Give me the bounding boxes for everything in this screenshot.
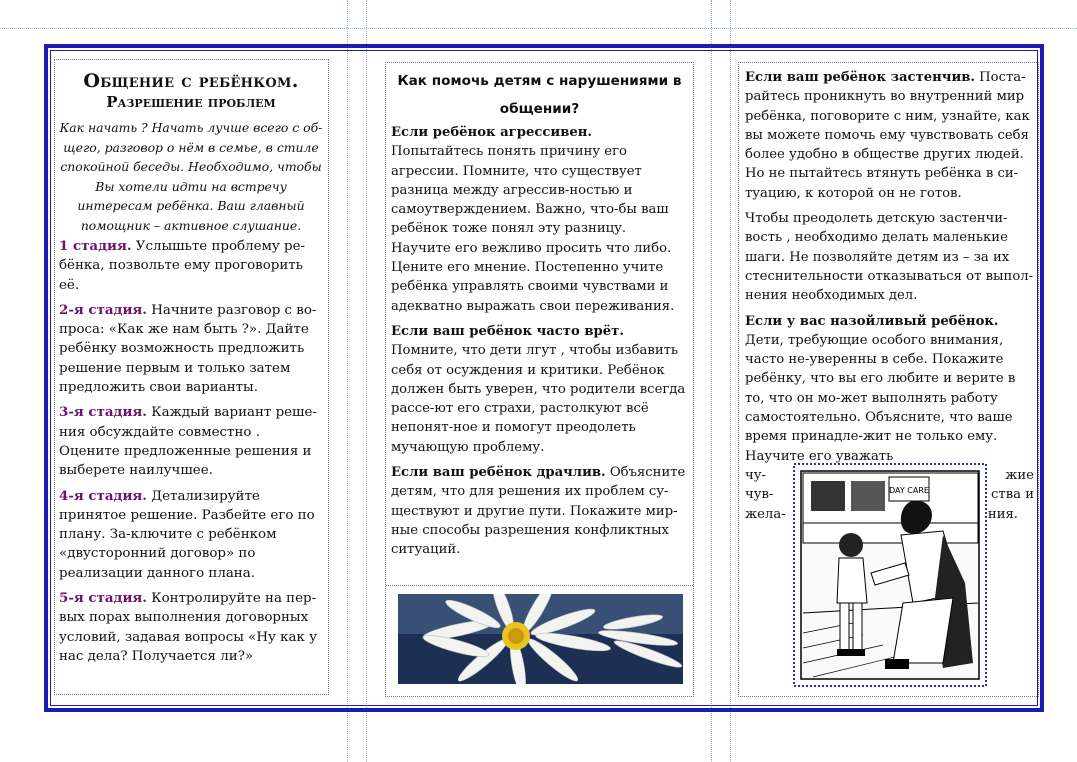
stage-label: 5-я стадия. bbox=[59, 590, 147, 607]
advice-paragraph: Если ребёнок агрессивен. Попытайтесь понять причину его агрессии. Помните, что существует разница между агрессив-ностью и самоутверждением. Важно, что-бы ваш ребёнок тоже понял эту разницу. Научите его вежливо просить что либо. Цените его мнение. Постепенно учите ребёнка управлять своими чувствами и адекватно выражать свои переживания. bbox=[391, 125, 675, 314]
frame-divider bbox=[386, 585, 693, 586]
text-frame-left[interactable] bbox=[54, 59, 329, 695]
advice-paragraph: Чтобы преодолеть детскую застенчи-вость , необходимо делать маленькие шаги. Не позволяйте детям из – за их стеснительности отказываться от выпол-нения необходимых дел. bbox=[745, 211, 1034, 304]
advice-paragraph: Если у вас назойливый ребёнок. Дети, требующие особого внимания, часто не-уверенны в себе. Покажите ребёнку, что вы его любите и верите в то, что он мо-жет выполнять работу самостоятельно. Объясните, что ваше время принадле-жит не только ему. Научите его уважать bbox=[745, 313, 1016, 464]
stage-paragraph: 3-я стадия. Каждый вариант реше-ния обсуждайте совместно . Оцените предложенные решения и выберете наилучшее. bbox=[59, 404, 317, 479]
advice-paragraph: Если ваш ребёнок часто врёт. Помните, что дети лгут , чтобы избавить себя от осуждения и критики. Ребёнок должен быть уверен, что родители всегда рассе-ют его страхи, растолкуют всё непонят-ное и помогут преодолеть мучающую проблему. bbox=[391, 323, 686, 455]
advice-paragraph: Если ваш ребёнок драчлив. Объясните детям, что для решения их проблем су-ществуют и другие пути. Покажите мир-ные способы разрешения конфликтных ситуаций. bbox=[391, 465, 686, 558]
intro-text: Как начать ? Начать лучше всего с об-щего, разговор о нём в семье, в стиле спокойной беседы. Необходимо, чтобы Вы хотели идти на встречу интересам ребёнка. Ваш главный помощник – активное слушание. bbox=[59, 120, 323, 233]
stage-label: 4-я стадия. bbox=[59, 487, 147, 504]
daisy-image[interactable] bbox=[398, 594, 683, 684]
advice-paragraph: Если ваш ребёнок застенчив. Поста-райтесь проникнуть во внутренний мир ребёнка, поговорите с ним, узнайте, как вы можете помочь ему чувствовать себя более удобно в обществе других людей. Но не пытайтесь втянуть ребёнка в си-туацию, к которой он не готов. bbox=[745, 70, 1030, 201]
stage-label: 2-я стадия. bbox=[59, 301, 147, 318]
text-frame-right[interactable] bbox=[738, 62, 1039, 697]
stage-paragraph: 2-я стадия. Начните разговор с во-проса: «Как же нам быть ?». Дайте ребёнку возможность предложить решение первым и только затем предложить свои варианты. bbox=[59, 301, 317, 396]
mother-child-illustration[interactable] bbox=[793, 463, 987, 687]
text-frame-middle[interactable] bbox=[385, 62, 694, 697]
wrap-word: чув- bbox=[745, 487, 774, 503]
stage-paragraph: 4-я стадия. Детализируйте принятое решение. Разбейте его по плану. За-ключите с ребёнком «двусторонний договор» по реализации данного плана. bbox=[59, 487, 315, 581]
wrap-word: жела- bbox=[745, 506, 786, 522]
stage-paragraph: 1 стадия. Услышьте проблему ре-бёнка, позвольте ему проговорить её. bbox=[59, 238, 306, 293]
page-subtitle: Разрешение проблем bbox=[106, 93, 276, 111]
guide-line bbox=[0, 28, 1077, 29]
day-care-sign: DAY CARE bbox=[889, 486, 929, 495]
stage-label: 3-я стадия. bbox=[59, 404, 147, 421]
wrap-word: чу- bbox=[745, 467, 766, 483]
page-title: Общение с ребёнком. bbox=[83, 70, 299, 92]
section-title: Как помочь детям с нарушениями в общении? bbox=[397, 73, 682, 117]
wrap-word: ния. bbox=[987, 506, 1018, 522]
wrap-word: ства и bbox=[991, 487, 1034, 503]
stage-label: 1 стадия. bbox=[59, 238, 132, 254]
wrap-word: жие bbox=[1005, 467, 1034, 483]
stage-paragraph: 5-я стадия. Контролируйте на пер-вых порах выполнения договорных условий, задавая вопросы «Ну как у нас дела? Получается ли?» bbox=[59, 590, 318, 664]
